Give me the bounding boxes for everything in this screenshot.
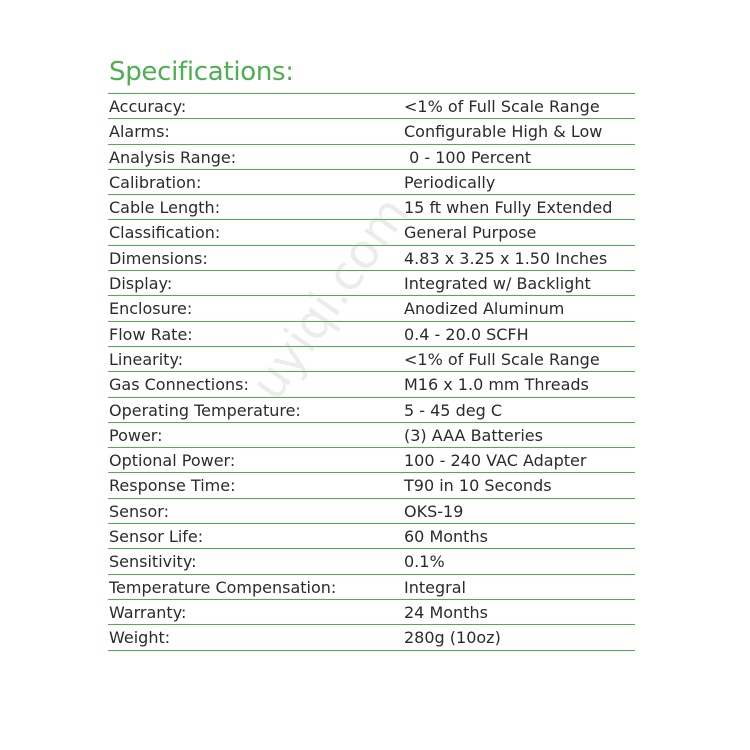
spec-label: Sensor Life: (109, 527, 204, 547)
spec-row-linearity (108, 347, 635, 372)
spec-value: 0.1% (404, 552, 445, 572)
spec-value: 24 Months (404, 602, 488, 622)
spec-label: Operating Temperature: (109, 400, 301, 420)
spec-label: Weight: (109, 628, 171, 648)
spec-label: Linearity: (109, 349, 184, 369)
spec-row-gas-connections (108, 372, 635, 397)
spec-row-temperature-compensation (108, 575, 635, 600)
spec-label: Dimensions: (109, 248, 208, 268)
spec-label: Warranty: (109, 602, 187, 622)
spec-label: Alarms: (109, 122, 170, 142)
spec-value: (3) AAA Batteries (404, 425, 543, 445)
spec-value: Configurable High & Low (404, 122, 603, 142)
spec-row-enclosure (108, 296, 635, 321)
spec-value: 60 Months (404, 527, 488, 547)
spec-row-accuracy (108, 94, 635, 119)
spec-value: 0.4 - 20.0 SCFH (404, 324, 529, 344)
spec-row-analysis-range (108, 145, 635, 170)
spec-value: <1% of Full Scale Range (404, 97, 600, 116)
spec-row-power (108, 423, 635, 448)
spec-row-display (108, 271, 635, 296)
spec-row-classification (108, 220, 635, 245)
spec-value: Integral (404, 577, 466, 597)
spec-row-sensitivity (108, 549, 635, 574)
spec-row-weight (108, 625, 635, 650)
spec-label: Flow Rate: (109, 324, 193, 344)
spec-value: OKS-19 (404, 501, 464, 521)
spec-row-cable-length (108, 195, 635, 220)
spec-label: Display: (109, 274, 173, 294)
spec-value: 15 ft when Fully Extended (404, 198, 613, 218)
spec-row-warranty (108, 600, 635, 625)
spec-label: Accuracy: (109, 97, 187, 116)
spec-label: Enclosure: (109, 299, 193, 319)
spec-label: Power: (109, 425, 163, 445)
spec-label: Cable Length: (109, 198, 221, 218)
spec-label: Gas Connections: (109, 375, 249, 395)
spec-value: M16 x 1.0 mm Threads (404, 375, 589, 395)
spec-value: 5 - 45 deg C (404, 400, 502, 420)
spec-value: <1% of Full Scale Range (404, 349, 600, 369)
spec-row-flow-rate (108, 322, 635, 347)
spec-label: Classification: (109, 223, 221, 243)
page-title: Specifications: (109, 57, 294, 87)
spec-value: Periodically (404, 172, 496, 192)
spec-row-sensor (108, 499, 635, 524)
spec-row-operating-temperature (108, 398, 635, 423)
spec-label: Calibration: (109, 172, 202, 192)
spec-row-optional-power (108, 448, 635, 473)
spec-label: Sensitivity: (109, 552, 197, 572)
spec-row-calibration (108, 170, 635, 195)
spec-value: 4.83 x 3.25 x 1.50 Inches (404, 248, 608, 268)
spec-label: Response Time: (109, 476, 236, 496)
specifications-table (108, 93, 635, 651)
spec-value: T90 in 10 Seconds (404, 476, 552, 496)
spec-row-sensor-life (108, 524, 635, 549)
spec-value: Anodized Aluminum (404, 299, 565, 319)
spec-value: 0 - 100 Percent (404, 147, 532, 167)
spec-value: Integrated w/ Backlight (404, 274, 591, 294)
spec-label: Analysis Range: (109, 147, 237, 167)
spec-value: General Purpose (404, 223, 537, 243)
spec-row-response-time (108, 473, 635, 498)
spec-value: 280g (10oz) (404, 628, 501, 648)
spec-value: 100 - 240 VAC Adapter (404, 451, 587, 471)
spec-row-alarms (108, 119, 635, 144)
spec-label: Sensor: (109, 501, 169, 521)
spec-label: Optional Power: (109, 451, 236, 471)
watermark-text: uyiqi.com (240, 186, 420, 411)
spec-label: Temperature Compensation: (109, 577, 337, 597)
spec-row-dimensions (108, 246, 635, 271)
